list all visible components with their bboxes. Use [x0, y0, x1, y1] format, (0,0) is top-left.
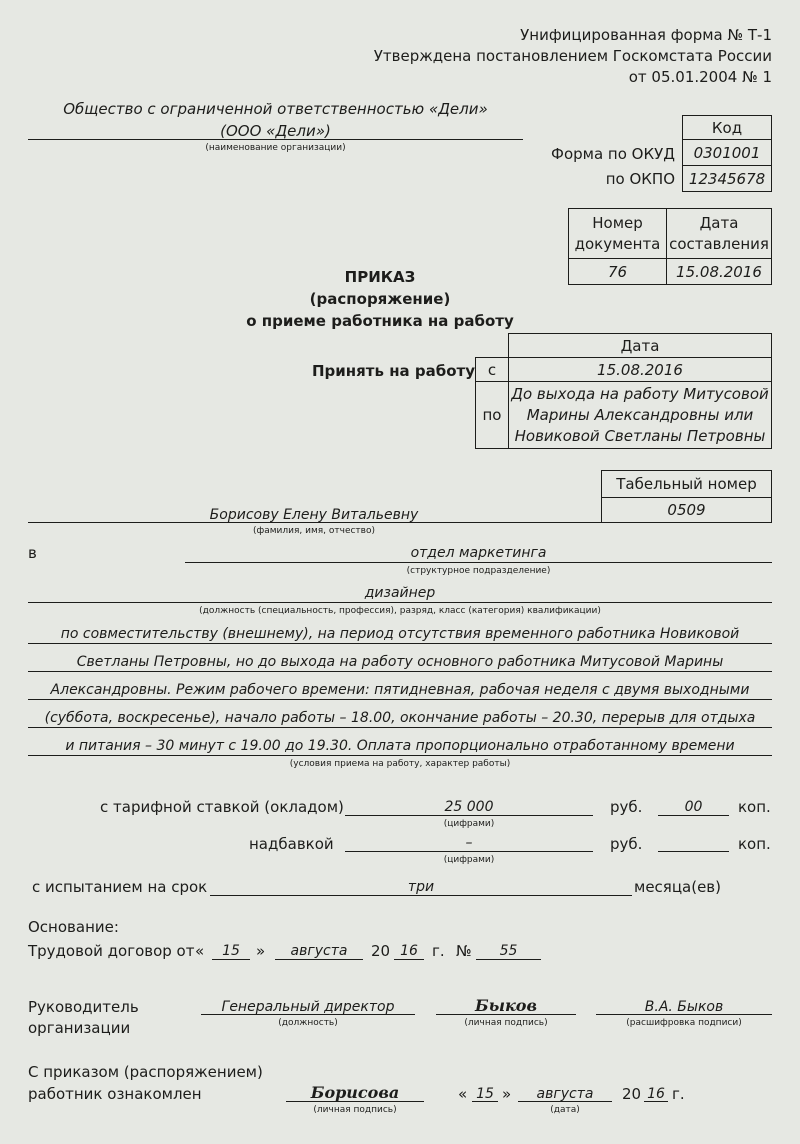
contract-month: августа [290, 943, 348, 959]
tab-number: 0509 [602, 498, 772, 523]
department: отдел маркетинга [410, 545, 547, 561]
head-signature-caption: (личная подпись) [464, 1018, 548, 1028]
head-name: В.А. Быков [644, 999, 724, 1015]
rate-value: 25 000 [444, 799, 494, 815]
contract-label: Трудовой договор от [28, 942, 195, 960]
position: дизайнер [364, 585, 436, 601]
rate-underline [345, 815, 593, 816]
head-signature: Быков [475, 996, 537, 1015]
conditions-line5: и питания – 30 минут с 19.00 до 19.30. Оплата пропорционально отработанному времени [65, 738, 735, 754]
conditions-underline1 [28, 643, 772, 644]
head-label1: Руководитель [28, 998, 139, 1016]
okud-label: Форма по ОКУД [551, 145, 675, 163]
conditions-line4: (суббота, воскресенье), начало работы – 18.00, окончание работы – 20.30, перерыв для отдыха [44, 710, 756, 726]
position-caption: (должность (специальность, профессия), разряд, класс (категория) квалификации) [199, 606, 601, 616]
contract-quote-open: « [195, 942, 205, 960]
ack-quote-close: » [502, 1085, 512, 1103]
bonus-value: – [465, 835, 473, 851]
contract-num: 55 [499, 943, 518, 959]
position-underline [28, 602, 772, 603]
rate-label: с тарифной ставкой (окладом) [100, 798, 344, 816]
ack-year-prefix: 20 [622, 1085, 642, 1103]
contract-g: г. [432, 942, 445, 960]
bonus-rub: руб. [610, 835, 643, 853]
employee-name: Борисову Елену Витальевну [209, 507, 419, 523]
ack-signature: Борисова [310, 1083, 400, 1102]
contract-month-underline [275, 959, 363, 960]
form-header-line1: Унифицированная форма № Т-1 [520, 26, 772, 44]
employee-name-caption: (фамилия, имя, отчество) [253, 526, 375, 536]
hire-from-date: 15.08.2016 [509, 358, 772, 382]
basis-label: Основание: [28, 918, 119, 936]
tab-number-header: Табельный номер [602, 471, 772, 498]
contract-year-underline [394, 959, 424, 960]
okpo-code: 12345678 [683, 166, 772, 192]
order-subtitle: (распоряжение) [309, 290, 451, 308]
hire-from-label: с [476, 358, 509, 382]
head-name-underline [596, 1014, 772, 1015]
conditions-line3: Александровны. Режим рабочего времени: пятидневная, рабочая неделя с двумя выходными [50, 682, 750, 698]
hire-period-box [475, 333, 772, 449]
org-caption: (наименование организации) [205, 143, 346, 153]
org-name: Общество с ограниченной ответственностью «Дели» [63, 100, 488, 118]
kod-header: Код [683, 116, 772, 140]
hire-to-line1: До выхода на работу Митусовой [511, 384, 769, 403]
contract-year-prefix: 20 [371, 942, 391, 960]
conditions-underline3 [28, 699, 772, 700]
head-label2: организации [28, 1019, 131, 1037]
org-name-short: (ООО «Дели») [220, 122, 331, 140]
ack-year: 16 [647, 1086, 665, 1102]
dept-underline [185, 562, 772, 563]
conditions-underline2 [28, 671, 772, 672]
head-position-caption: (должность) [278, 1018, 338, 1028]
probation-value: три [407, 879, 435, 895]
contract-year: 16 [400, 943, 418, 959]
tab-number-table [601, 470, 772, 523]
rate-kop: коп. [738, 798, 771, 816]
ack-g: г. [672, 1085, 685, 1103]
head-name-caption: (расшифровка подписи) [626, 1018, 742, 1028]
hire-to-line2: Марины Александровны или [526, 405, 754, 424]
contract-num-label: № [456, 942, 472, 960]
codes-table [682, 115, 772, 192]
probation-label: с испытанием на срок [32, 878, 208, 896]
doc-date: 15.08.2016 [667, 259, 772, 285]
head-signature-underline [436, 1014, 576, 1015]
okud-code: 0301001 [683, 140, 772, 166]
form-header-line2: Утверждена постановлением Госкомстата России [373, 47, 772, 65]
conditions-caption: (условия приема на работу, характер работы) [289, 759, 511, 769]
doc-info-table [568, 208, 772, 285]
ack-day-underline [472, 1101, 498, 1102]
head-position-underline [201, 1014, 415, 1015]
ack-label1: С приказом (распоряжением) [28, 1063, 263, 1081]
rate-rub: руб. [610, 798, 643, 816]
conditions-line2: Светланы Петровны, но до выхода на работу основного работника Митусовой Марины [76, 654, 724, 670]
contract-day: 15 [222, 943, 240, 959]
doc-date-header2: составления [669, 234, 769, 253]
ack-day: 15 [476, 1086, 494, 1102]
ack-year-underline [644, 1101, 668, 1102]
employee-underline [28, 522, 601, 523]
doc-number-header2: документа [574, 234, 661, 253]
conditions-underline4 [28, 727, 772, 728]
probation-unit: месяца(ев) [634, 878, 721, 896]
org-underline [28, 139, 523, 140]
hire-to-label: по [476, 382, 509, 449]
ack-month: августа [536, 1086, 594, 1102]
dept-caption: (структурное подразделение) [406, 566, 551, 576]
contract-day-underline [212, 959, 250, 960]
hire-date-header: Дата [508, 333, 772, 357]
rate-kop-underline [658, 815, 729, 816]
rate-caption: (цифрами) [443, 819, 495, 829]
hire-to-line3: Новиковой Светланы Петровны [514, 426, 766, 445]
bonus-label: надбавкой [249, 835, 334, 853]
probation-underline [210, 895, 632, 896]
doc-number: 76 [569, 259, 667, 285]
bonus-kop: коп. [738, 835, 771, 853]
hire-label: Принять на работу [312, 362, 476, 380]
ack-quote-open: « [458, 1085, 468, 1103]
okpo-label: по ОКПО [605, 170, 675, 188]
ack-label2: работник ознакомлен [28, 1085, 202, 1103]
ack-signature-caption: (личная подпись) [313, 1105, 397, 1115]
ack-signature-underline [286, 1101, 424, 1102]
order-purpose: о приеме работника на работу [246, 312, 514, 330]
ack-date-caption: (дата) [550, 1105, 580, 1115]
dept-prefix: в [28, 544, 37, 562]
form-header-line3: от 05.01.2004 № 1 [628, 68, 772, 86]
bonus-kop-underline [658, 851, 729, 852]
bonus-caption: (цифрами) [443, 855, 495, 865]
doc-date-header: Дата [699, 213, 739, 232]
head-position: Генеральный директор [221, 999, 395, 1015]
order-title: ПРИКАЗ [344, 268, 416, 286]
contract-quote-close: » [256, 942, 266, 960]
doc-number-header: Номер [592, 213, 643, 232]
bonus-underline [345, 851, 593, 852]
ack-month-underline [518, 1101, 612, 1102]
contract-num-underline [476, 959, 541, 960]
rate-kop-value: 00 [684, 799, 703, 815]
conditions-line1: по совместительству (внешнему), на период отсутствия временного работника Новиковой [60, 626, 740, 642]
conditions-underline5 [28, 755, 772, 756]
